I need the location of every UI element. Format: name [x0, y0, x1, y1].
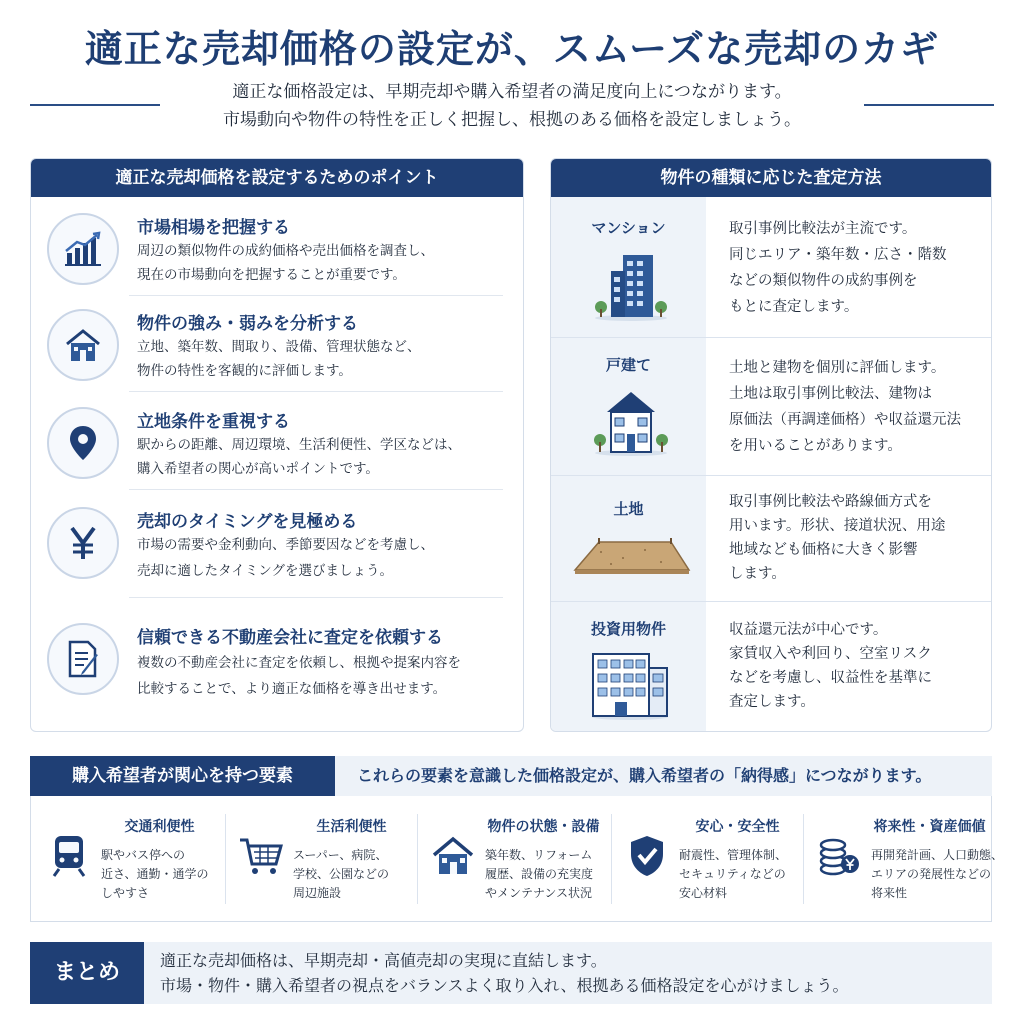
summary-line-1: 適正な売却価格は、早期売却・高値売却の実現に直結します。: [160, 951, 607, 970]
method-desc-line: を用いることがあります。: [729, 438, 902, 454]
factor-desc-line: セキュリティなどの: [679, 867, 786, 881]
shopping-cart-icon: [237, 832, 285, 880]
factor-desc-line: 学校、公園などの: [293, 867, 390, 881]
method-desc-line: します。: [729, 566, 786, 582]
point-desc-line: 周辺の類似物件の成約価格や売出価格を調査し、: [137, 243, 434, 259]
method-desc-line: 用います。形状、接道状況、用途: [729, 518, 946, 534]
method-row-investment: [551, 601, 991, 732]
summary-label: まとめ: [30, 942, 144, 1004]
divider: [803, 814, 804, 904]
point-item: [31, 297, 523, 393]
investment-building-icon: [587, 646, 673, 724]
factor-title: 物件の状態・設備: [487, 819, 600, 835]
point-title: 信頼できる不動産会社に査定を依頼する: [137, 628, 443, 648]
point-desc-line: 市場の需要や金利動向、季節要因などを考慮し、: [137, 537, 434, 553]
intro-line-2: 市場動向や物件の特性を正しく把握し、根拠のある価格を設定しましょう。: [223, 110, 801, 130]
summary-line-2: 市場・物件・購入希望者の視点をバランスよく取り入れ、根拠ある価格設定を心がけましょう。: [160, 976, 849, 995]
point-desc-line: 立地、築年数、間取り、設備、管理状態など、: [137, 339, 421, 355]
method-name: 投資用物件: [590, 620, 666, 638]
method-desc-line: 取引事例比較法が主流です。: [729, 221, 917, 237]
method-name: 土地: [613, 500, 644, 518]
method-row-land: [551, 475, 991, 601]
method-desc-line: 地域なども価格に大きく影響: [729, 542, 918, 558]
method-desc-line: などを考慮し、収益性を基準に: [729, 670, 932, 686]
coins-icon: [815, 832, 863, 880]
factor-desc-line: やメンテナンス状況: [485, 886, 593, 900]
point-title: 売却のタイミングを見極める: [137, 512, 358, 532]
factor-desc-line: 駅やバス停への: [101, 848, 186, 862]
factor-desc-line: 耐震性、管理体制、: [679, 848, 788, 862]
method-row-house: [551, 337, 991, 475]
header-rule-right: [864, 104, 994, 106]
factor-desc-line: 再開発計画、人口動態、: [871, 848, 1004, 862]
location-pin-icon: [47, 407, 119, 479]
method-desc-line: 土地は取引事例比較法、建物は: [729, 386, 932, 402]
point-title: 市場相場を把握する: [137, 218, 290, 238]
points-heading: 適正な売却価格を設定するためのポイント: [31, 159, 523, 197]
point-desc-line: 駅からの距離、周辺環境、生活利便性、学区などは、: [137, 437, 461, 453]
point-desc-line: 購入希望者の関心が高いポイントです。: [137, 461, 379, 477]
summary-body: [144, 942, 992, 1004]
land-plot-icon: [571, 532, 691, 580]
factors-subheading: これらの要素を意識した価格設定が、購入希望者の「納得感」につながります。: [335, 756, 992, 796]
divider: [129, 391, 503, 392]
method-name: マンション: [591, 219, 666, 237]
point-desc-line: 売却に適したタイミングを選びましょう。: [137, 563, 393, 579]
method-desc-line: 取引事例比較法や路線価方式を: [729, 494, 932, 510]
point-item: [31, 393, 523, 491]
factor-desc-line: 履歴、設備の充実度: [485, 867, 594, 881]
apartment-building-icon: [591, 247, 671, 325]
points-panel: [30, 158, 524, 732]
factor-desc-line: 将来性: [871, 886, 908, 900]
factor-desc-line: 築年数、リフォーム: [485, 848, 593, 862]
factor-desc-line: スーパー、病院、: [293, 848, 388, 862]
factor-title: 交通利便性: [124, 819, 195, 835]
method-desc-line: 家賃収入や利回り、空室リスク: [729, 646, 932, 662]
method-desc-line: もとに査定します。: [729, 299, 859, 315]
shield-check-icon: [623, 832, 671, 880]
factors-heading: 購入希望者が関心を持つ要素: [30, 756, 335, 796]
factor-desc-line: 周辺施設: [293, 886, 342, 900]
document-pen-icon: [47, 623, 119, 695]
method-desc-line: 同じエリア・築年数・広さ・階数: [729, 247, 947, 263]
point-desc-line: 複数の不動産会社に査定を依頼し、根拠や提案内容を: [137, 655, 461, 671]
factor-desc-line: エリアの発展性などの: [871, 867, 992, 881]
factor-desc-line: 安心材料: [679, 886, 728, 900]
house-icon: [47, 309, 119, 381]
header-intro: [180, 78, 844, 134]
method-desc-line: 土地と建物を個別に評価します。: [729, 360, 946, 376]
method-desc-line: などの類似物件の成約事例を: [729, 273, 918, 289]
divider: [129, 597, 503, 598]
point-title: 物件の強み・弱みを分析する: [137, 314, 358, 334]
point-desc-line: 物件の特性を客観的に評価します。: [137, 363, 352, 379]
header-rule-left: [30, 104, 160, 106]
train-icon: [45, 832, 93, 880]
point-desc-line: 比較することで、より適正な価格を導き出せます。: [137, 681, 447, 697]
method-desc-line: 収益還元法が中心です。: [729, 622, 888, 638]
yen-icon: [47, 507, 119, 579]
method-desc-line: 原価法（再調達価格）や収益還元法: [729, 412, 961, 428]
method-row-mansion: [551, 197, 991, 337]
factor-item: [227, 796, 417, 922]
divider: [417, 814, 418, 904]
methods-heading: 物件の種類に応じた査定方法: [551, 159, 991, 197]
factors-panel: [30, 796, 1004, 922]
method-name: 戸建て: [605, 356, 651, 374]
factor-item: [35, 796, 225, 922]
divider: [129, 295, 503, 296]
point-item: [31, 197, 523, 297]
methods-panel: [550, 158, 992, 732]
factor-item: [419, 796, 609, 922]
point-item: [31, 491, 523, 599]
factor-title: 将来性・資産価値: [873, 819, 986, 835]
factor-title: 安心・安全性: [695, 819, 780, 835]
divider: [611, 814, 612, 904]
intro-line-1: 適正な価格設定は、早期売却や購入希望者の満足度向上につながります。: [232, 82, 792, 102]
factor-title: 生活利便性: [316, 819, 387, 835]
point-title: 立地条件を重視する: [137, 412, 290, 432]
factor-item: [805, 796, 1004, 922]
factor-desc-line: しやすさ: [101, 886, 150, 900]
page-title: 適正な売却価格の設定が、スムーズな売却のカギ: [84, 27, 940, 71]
method-desc-line: 査定します。: [729, 694, 815, 710]
detached-house-icon: [591, 382, 671, 460]
factor-item: [613, 796, 803, 922]
house-icon: [429, 832, 477, 880]
divider: [129, 489, 503, 490]
factor-desc-line: 近さ、通勤・通学の: [101, 867, 209, 881]
chart-icon: [47, 213, 119, 285]
point-desc-line: 現在の市場動向を把握することが重要です。: [137, 267, 406, 283]
divider: [225, 814, 226, 904]
point-item: [31, 599, 523, 729]
